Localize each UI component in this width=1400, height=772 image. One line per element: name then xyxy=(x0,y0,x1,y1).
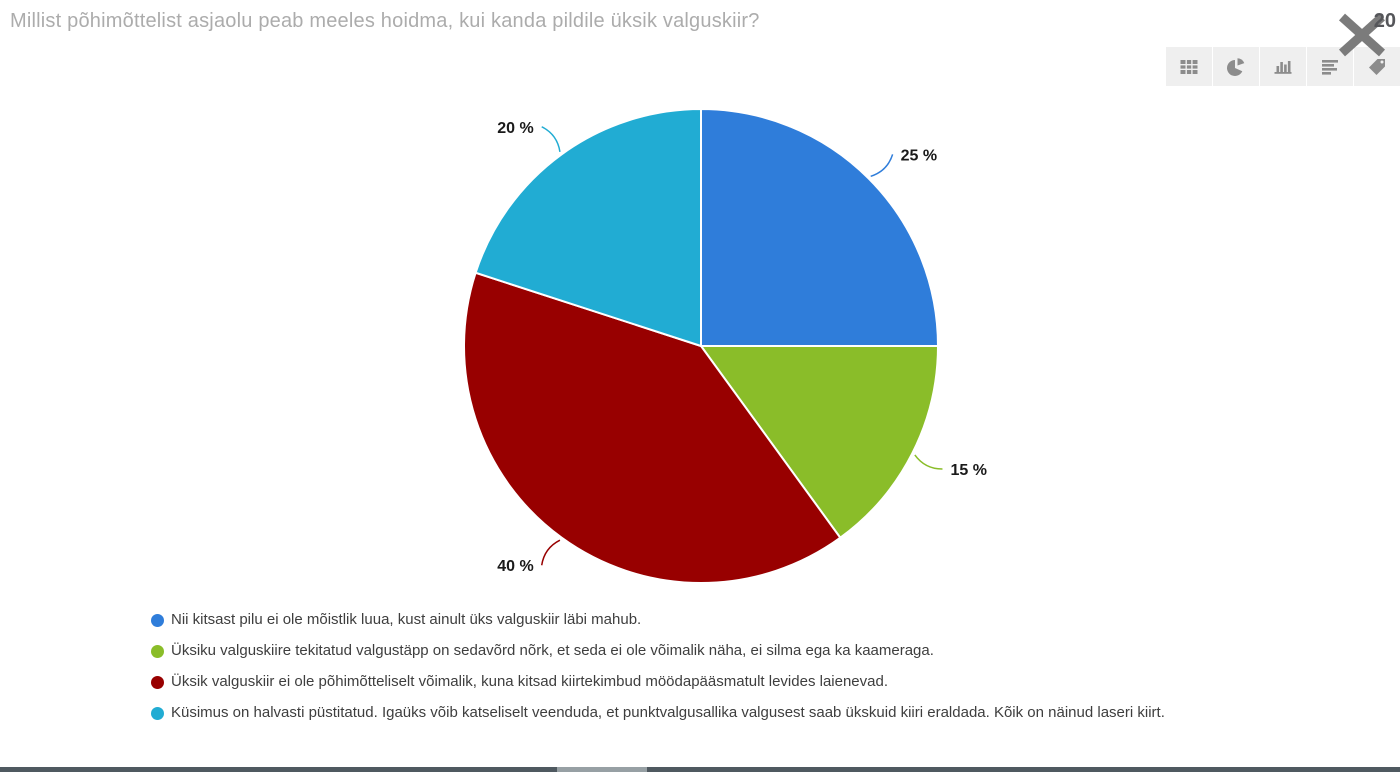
slice-leader-line xyxy=(915,455,943,469)
tag-icon xyxy=(1365,55,1389,79)
slice-leader-line xyxy=(871,154,893,176)
legend-label: Üksiku valguskiire tekitatud valgustäpp on sedavõrd nõrk, et seda ei ole võimalik näha, ei silma ega ka kaameraga. xyxy=(171,642,934,659)
legend-dot-icon xyxy=(151,707,164,720)
slice-percent-label: 20 % xyxy=(497,119,534,137)
legend-label: Nii kitsast pilu ei ole mõistlik luua, kust ainult üks valguskiir läbi mahub. xyxy=(171,611,642,628)
table-icon xyxy=(1177,55,1201,79)
pie-chart-icon xyxy=(1224,55,1248,79)
bar-chart-view-button[interactable] xyxy=(1260,47,1306,86)
pie-slice-25[interactable] xyxy=(701,109,938,346)
slice-percent-label: 15 % xyxy=(950,462,987,480)
legend-item xyxy=(151,641,1165,661)
legend-label: Üksik valguskiir ei ole põhimõtteliselt võimalik, kuna kitsad kiirtekimbud möödapääsmatult levides laienevad. xyxy=(171,673,888,690)
bottom-bar xyxy=(0,767,1400,772)
chart-legend xyxy=(151,610,1165,723)
slice-leader-line xyxy=(542,127,560,152)
table-view-button[interactable] xyxy=(1166,47,1212,86)
legend-dot-icon xyxy=(151,676,164,689)
align-left-icon xyxy=(1318,55,1342,79)
legend-item xyxy=(151,610,1165,630)
legend-dot-icon xyxy=(151,614,164,627)
question-count-badge: 20 xyxy=(1373,10,1396,32)
legend-item xyxy=(151,703,1165,723)
slice-percent-label: 40 % xyxy=(497,558,534,576)
slice-leader-line xyxy=(542,540,560,565)
bottom-bar-segment xyxy=(557,767,647,772)
bar-chart-icon xyxy=(1271,55,1295,79)
legend-item xyxy=(151,672,1165,692)
pie-chart-view-button[interactable] xyxy=(1213,47,1259,86)
legend-dot-icon xyxy=(151,645,164,658)
legend-label: Küsimus on halvasti püstitatud. Igaüks võib katseliselt veenduda, et punktvalgusallika valgusest saab ükskuid kiiri eraldada. Kõik on näinud laseri kiirt. xyxy=(171,704,1165,721)
question-title: Millist põhimõttelist asjaolu peab meeles hoidma, kui kanda pildile üksik valguskiir? xyxy=(10,10,760,32)
slice-percent-label: 25 % xyxy=(900,147,938,165)
